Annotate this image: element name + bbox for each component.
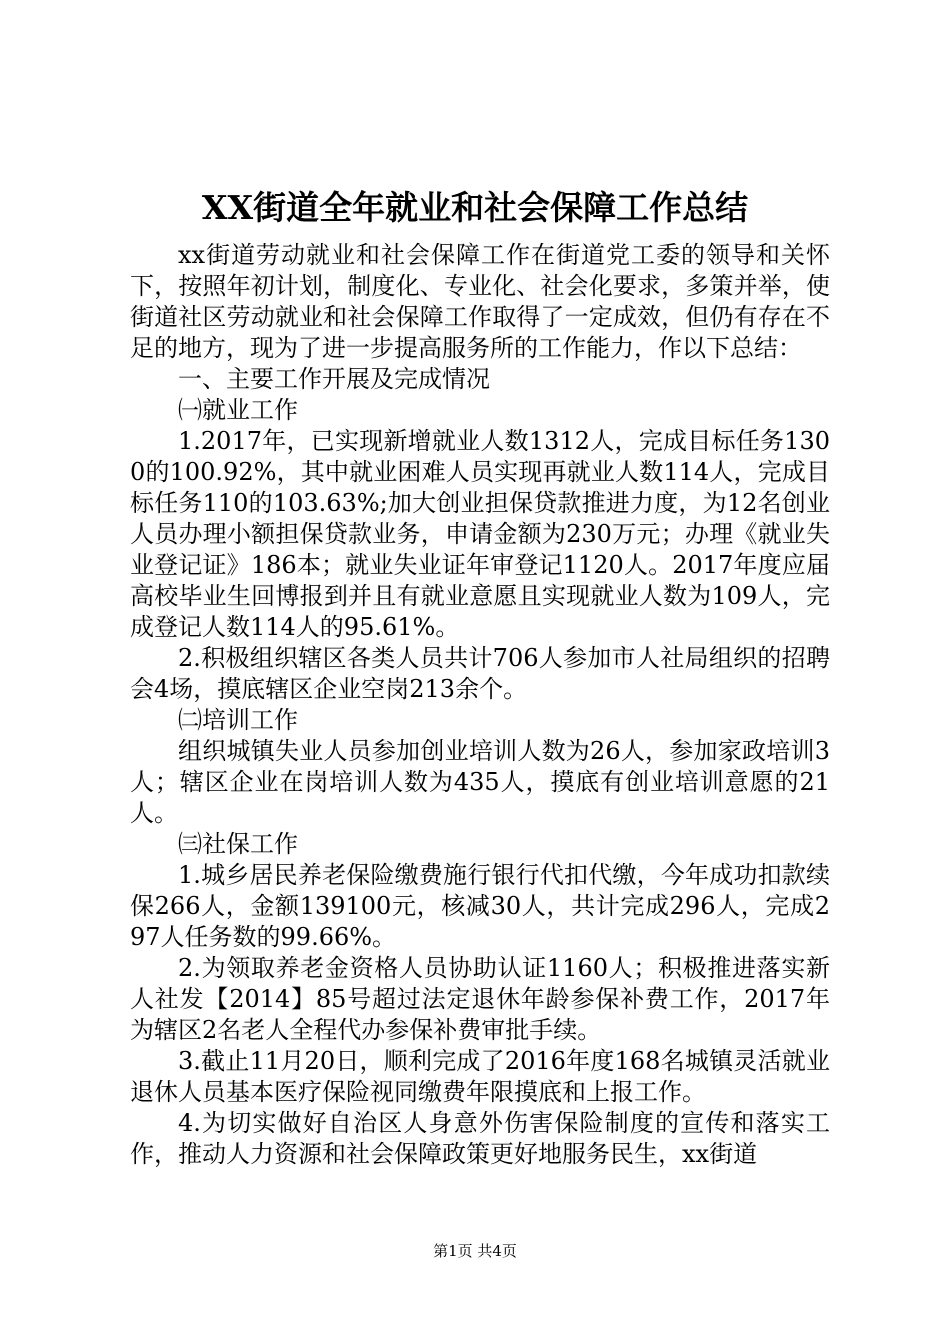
- document-body: [130, 240, 830, 1170]
- document-title: XX街道全年就业和社会保障工作总结: [201, 188, 749, 227]
- subsection-heading-social-security: ㈢社保工作: [178, 830, 298, 858]
- training-paragraph-1: 组织城镇失业人员参加创业培训人数为26人，参加家政培训3人；辖区企业在岗培训人数为435人，摸底有创业培训意愿的21人。: [130, 737, 830, 827]
- subsection-heading-employment: ㈠就业工作: [178, 396, 298, 424]
- social-security-paragraph-2: 2.为领取养老金资格人员协助认证1160人；积极推进落实新人社发【2014】85号超过法定退休年龄参保补费工作，2017年为辖区2名老人全程代办参保补费审批手续。: [130, 954, 830, 1044]
- intro-paragraph: xx街道劳动就业和社会保障工作在街道党工委的领导和关怀下，按照年初计划，制度化、专业化、社会化要求，多策并举，使街道社区劳动就业和社会保障工作取得了一定成效，但仍有存在不足的地方，现为了进一步提高服务所的工作能力，作以下总结：: [130, 241, 830, 362]
- employment-paragraph-2: 2.积极组织辖区各类人员共计706人参加市人社局组织的招聘会4场，摸底辖区企业空岗213余个。: [130, 644, 830, 703]
- employment-paragraph-1: 1.2017年，已实现新增就业人数1312人，完成目标任务1300的100.92%，其中就业困难人员实现再就业人数114人，完成目标任务110的103.63%;加大创业担保贷款推进力度，为12名创业人员办理小额担保贷款业务，申请金额为230万元；办理《就业失业登记证》186本；就业失业证年审登记1120人。2017年度应届高校毕业生回博报到并且有就业意愿且实现就业人数为109人，完成登记人数114人的95.61%。: [130, 427, 830, 641]
- page-number-footer: 第1页 共4页: [433, 1242, 517, 1260]
- social-security-paragraph-4: 4.为切实做好自治区人身意外伤害保险制度的宣传和落实工作，推动人力资源和社会保障政策更好地服务民生，xx街道: [130, 1109, 830, 1168]
- social-security-paragraph-1: 1.城乡居民养老保险缴费施行银行代扣代缴，今年成功扣款续保266人，金额139100元，核减30人，共计完成296人，完成297人任务数的99.66%。: [130, 861, 830, 951]
- social-security-paragraph-3: 3.截止11月20日，顺利完成了2016年度168名城镇灵活就业退休人员基本医疗保险视同缴费年限摸底和上报工作。: [130, 1047, 830, 1106]
- subsection-heading-training: ㈡培训工作: [178, 706, 298, 734]
- section-heading-main-work: 一、主要工作开展及完成情况: [178, 365, 490, 393]
